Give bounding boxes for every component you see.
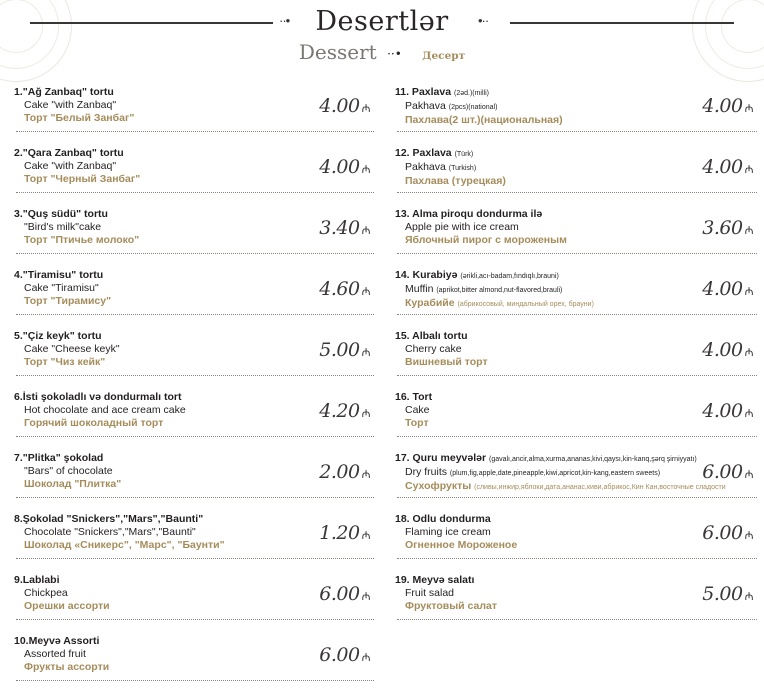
item-price <box>702 217 753 239</box>
manat-icon: ₼ <box>744 529 753 542</box>
dotted-divider <box>397 436 757 437</box>
item-russian-text: Торт "Белый Занбаг" <box>24 112 135 124</box>
manat-icon: ₼ <box>361 590 370 603</box>
price-value: 4.00 <box>702 278 743 300</box>
manat-icon: ₼ <box>361 224 370 237</box>
price-value: 4.00 <box>702 95 743 117</box>
menu-item <box>14 330 374 391</box>
item-russian-text: Курабийе <box>405 297 455 309</box>
item-english-note: (plum,fig,apple,date,pineapple,kiwi,apricot,kin-kang,eastern sweets) <box>449 470 661 477</box>
menu-item <box>14 208 374 269</box>
dotted-divider <box>397 558 757 559</box>
item-russian-text: Пахлава (турецкая) <box>405 175 506 187</box>
item-price <box>319 95 370 117</box>
item-english-text: Assorted fruit <box>24 648 86 660</box>
item-name-text: 3."Quş südü" tortu <box>14 208 108 220</box>
item-price <box>319 339 370 361</box>
item-russian-text: Шоколад "Плитка" <box>24 478 122 490</box>
menu-item <box>14 452 374 513</box>
item-name-text: 2."Qara Zanbaq" tortu <box>14 147 124 159</box>
item-russian-text: Горячий шоколадный торт <box>24 417 164 429</box>
item-name-text: 14. Kurabiyə <box>395 269 458 281</box>
price-value: 4.60 <box>319 278 360 300</box>
item-russian-text: Яблочный пирог с мороженым <box>405 234 567 246</box>
menu-item <box>395 574 757 635</box>
dotted-divider <box>16 436 374 437</box>
item-price <box>319 278 370 300</box>
menu-item <box>395 269 757 330</box>
manat-icon: ₼ <box>361 163 370 176</box>
manat-icon: ₼ <box>744 407 753 420</box>
subtitle-separator: ··• <box>387 46 402 61</box>
item-english-text: Apple pie with ice cream <box>405 221 519 233</box>
item-russian-text: Торт "Чиз кейк" <box>24 356 106 368</box>
manat-icon: ₼ <box>744 346 753 359</box>
dotted-divider <box>397 375 757 376</box>
menu-item <box>395 208 757 269</box>
manat-icon: ₼ <box>361 102 370 115</box>
dotted-divider <box>16 253 374 254</box>
page-subtitle <box>0 40 764 64</box>
item-name-text: 4."Tiramisu" tortu <box>14 269 104 281</box>
dotted-divider <box>16 375 374 376</box>
item-russian-text: Шоколад «Сникерс", "Марс", "Баунти" <box>24 539 225 551</box>
menu-item <box>14 86 374 147</box>
item-name-text: 17. Quru meyvələr <box>395 452 487 464</box>
manat-icon: ₼ <box>744 590 753 603</box>
price-value: 6.00 <box>702 461 743 483</box>
item-english-text: Pakhava <box>405 161 446 173</box>
item-english-text: Muffin <box>405 283 434 295</box>
price-value: 5.00 <box>319 339 360 361</box>
item-russian-text: Сухофрукты <box>405 480 472 492</box>
menu-column-left <box>14 86 374 696</box>
item-english-text: Cherry cake <box>405 343 462 355</box>
item-price <box>702 400 753 422</box>
dotted-divider <box>397 253 757 254</box>
manat-icon: ₼ <box>744 224 753 237</box>
subtitle-russian: Десерт <box>422 50 466 62</box>
item-name-text: 16. Tort <box>395 391 433 403</box>
dotted-divider <box>397 131 757 132</box>
price-value: 4.20 <box>319 400 360 422</box>
menu-item <box>14 635 374 696</box>
item-russian-text: Торт <box>405 417 429 429</box>
dotted-divider <box>16 314 374 315</box>
item-price <box>702 278 753 300</box>
item-name-text: 19. Meyvə salatı <box>395 574 475 586</box>
price-value: 5.00 <box>702 583 743 605</box>
manat-icon: ₼ <box>361 529 370 542</box>
item-russian-text: Торт "Черный Занбаг" <box>24 173 141 185</box>
item-russian-text: Орешки ассорти <box>24 600 110 612</box>
item-name-text: 12. Paxlava <box>395 147 452 159</box>
item-name-text: 1."Ağ Zanbaq" tortu <box>14 86 114 98</box>
item-english-text: Flaming ice cream <box>405 526 491 538</box>
item-price <box>702 583 753 605</box>
item-price <box>319 644 370 666</box>
item-price <box>702 461 753 483</box>
price-value: 4.00 <box>319 95 360 117</box>
dotted-divider <box>16 619 374 620</box>
menu-item <box>14 147 374 208</box>
menu-item <box>395 391 757 452</box>
item-russian-text: Торт "Тирамису" <box>24 295 112 307</box>
item-price <box>319 217 370 239</box>
item-price <box>319 522 370 544</box>
item-russian-text: Фрукты ассорти <box>24 661 110 673</box>
manat-icon: ₼ <box>744 102 753 115</box>
item-english-text: Chocolate "Snickers","Mars","Baunti" <box>24 526 196 538</box>
manat-icon: ₼ <box>744 163 753 176</box>
item-price <box>319 400 370 422</box>
header-dots-right: •·· <box>478 13 489 28</box>
item-english-text: Cake "Cheese keyk" <box>24 343 120 355</box>
manat-icon: ₼ <box>361 407 370 420</box>
item-price <box>702 339 753 361</box>
item-russian-text: Фруктовый салат <box>405 600 498 612</box>
item-english-text: "Bird's milk"cake <box>24 221 102 233</box>
dotted-divider <box>16 497 374 498</box>
price-value: 3.60 <box>702 217 743 239</box>
item-english-text: Cake "with Zanbaq" <box>24 99 117 111</box>
dotted-divider <box>16 131 374 132</box>
item-russian-note: (сливы,инжир,яблоки,дата,ананас,киви,абрикос,Кин Кан,восточные сладости <box>474 484 726 491</box>
item-english-text: Cake <box>405 404 430 416</box>
item-english-text: Fruit salad <box>405 587 455 599</box>
item-name-text: 13. Alma piroqu dondurma ilə <box>395 208 543 220</box>
price-value: 6.00 <box>319 644 360 666</box>
item-russian-text: Огненное Мороженое <box>405 539 518 551</box>
item-name-note: (gavalı,ancir,alma,xurma,ananas,kivi,qaysı,kin-kanq,şərq şirniyyatı) <box>488 456 697 463</box>
item-english-text: Chickpea <box>24 587 68 599</box>
item-english-note: (2pcs)(national) <box>448 104 498 111</box>
price-value: 4.00 <box>702 339 743 361</box>
price-value: 4.00 <box>702 400 743 422</box>
item-english-note: (aprikot,bitter almond,nut-flavored,brauli) <box>436 287 563 294</box>
dotted-divider <box>397 497 757 498</box>
item-name-text: 5."Çiz keyk" tortu <box>14 330 102 342</box>
item-price <box>702 522 753 544</box>
item-english-text: "Bars" of chocolate <box>24 465 113 477</box>
menu-item <box>14 391 374 452</box>
item-english-text: Pakhava <box>405 100 446 112</box>
manat-icon: ₼ <box>361 468 370 481</box>
menu-item <box>395 86 757 147</box>
menu-item <box>395 330 757 391</box>
price-value: 2.00 <box>319 461 360 483</box>
item-english-text: Cake "Tiramisu" <box>24 282 99 294</box>
item-name-note: (2əd.)(milli) <box>453 90 489 97</box>
price-value: 4.00 <box>319 156 360 178</box>
menu-item <box>14 574 374 635</box>
item-name-note: (ərikli,acı-badam,fındıqlı,brauni) <box>460 273 559 280</box>
item-name-text: 18. Odlu dondurma <box>395 513 491 525</box>
item-russian-text: Пахлава(2 шт.)(национальная) <box>405 114 563 126</box>
dotted-divider <box>16 558 374 559</box>
price-value: 6.00 <box>319 583 360 605</box>
manat-icon: ₼ <box>361 285 370 298</box>
price-value: 6.00 <box>702 522 743 544</box>
price-value: 4.00 <box>702 156 743 178</box>
item-name-text: 15. Albalı tortu <box>395 330 468 342</box>
manat-icon: ₼ <box>361 651 370 664</box>
subtitle-english: Dessert <box>298 40 377 64</box>
header-rule-right <box>510 22 734 24</box>
item-name-note: (Türk) <box>454 151 474 158</box>
dotted-divider <box>16 680 374 681</box>
item-name-text: 6.İsti şokoladlı və dondurmalı tort <box>14 391 182 403</box>
menu-item <box>395 513 757 574</box>
item-name-text: 8.Şokolad "Snickers","Mars","Baunti" <box>14 513 204 525</box>
header-dots-left: ··• <box>279 13 290 28</box>
item-name-text: 10.Meyvə Assorti <box>14 635 100 647</box>
dotted-divider <box>397 619 757 620</box>
menu-item <box>395 452 757 513</box>
item-english-text: Dry fruits <box>405 466 447 478</box>
menu-item <box>14 269 374 330</box>
item-russian-note: (абрикосовый, миндальный орех, брауни) <box>457 301 594 308</box>
item-russian-text: Вишневый торт <box>405 356 488 368</box>
page-title: Desertlər <box>315 6 449 37</box>
menu-column-right <box>395 86 757 635</box>
item-price <box>702 156 753 178</box>
menu-item <box>14 513 374 574</box>
item-english-note: (Turkish) <box>448 165 477 172</box>
item-name-text: 7."Plitka" şokolad <box>14 452 104 464</box>
manat-icon: ₼ <box>361 346 370 359</box>
manat-icon: ₼ <box>744 285 753 298</box>
price-value: 1.20 <box>319 522 360 544</box>
dotted-divider <box>16 192 374 193</box>
manat-icon: ₼ <box>744 468 753 481</box>
price-value: 3.40 <box>319 217 360 239</box>
dotted-divider <box>397 314 757 315</box>
item-name-text: 9.Lablabi <box>14 574 60 586</box>
menu-item <box>395 147 757 208</box>
dotted-divider <box>397 192 757 193</box>
item-price <box>319 156 370 178</box>
item-price <box>319 583 370 605</box>
item-price <box>702 95 753 117</box>
item-price <box>319 461 370 483</box>
item-name-text: 11. Paxlava <box>395 86 452 98</box>
item-russian-text: Торт "Птичье молоко" <box>24 234 140 246</box>
item-english-text: Hot chocolate and ace cream cake <box>24 404 186 416</box>
item-english-text: Cake "with Zanbaq" <box>24 160 117 172</box>
